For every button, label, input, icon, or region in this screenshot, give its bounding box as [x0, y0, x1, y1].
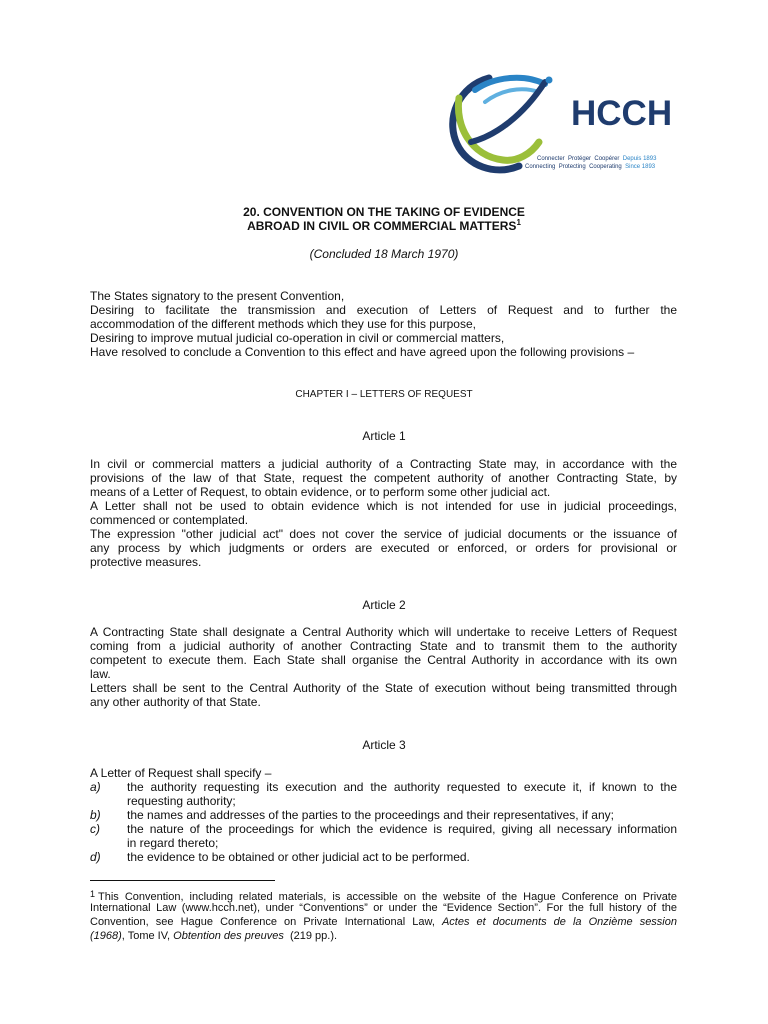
- list-item-label: a): [90, 780, 101, 794]
- footnote-line: Convention, see Hague Conference on Private International Law, Actes et documents de la Onzième session: [90, 916, 677, 928]
- list-item-line: requesting authority;: [127, 794, 236, 808]
- article-line: law.: [90, 667, 111, 681]
- document-title-line-1: 20. CONVENTION ON THE TAKING OF EVIDENCE: [243, 205, 525, 219]
- preamble-line: Desiring to facilitate the transmission and execution of Letters of Request and to further the: [90, 303, 677, 317]
- article-line: any process by which judgments or orders are executed or enforced, or orders for provisional or: [90, 541, 677, 555]
- footnote-line: $^1$ This Convention, including related materials, is accessible on the website of the Hague Conference on Private: [90, 889, 677, 903]
- preamble-line: The States signatory to the present Convention,: [90, 289, 345, 303]
- article-3-intro: A Letter of Request shall specify –: [90, 766, 272, 780]
- footnote-reference[interactable]: 1: [516, 218, 521, 227]
- article-2-body: [90, 625, 677, 709]
- footnote-mark: 1: [90, 889, 96, 899]
- article-3-title: Article 3: [362, 738, 406, 752]
- preamble: [90, 289, 677, 359]
- article-1-title: Article 1: [362, 429, 406, 443]
- list-item-line: the evidence to be obtained or other judicial act to be performed.: [127, 850, 470, 864]
- list-item-label: b): [90, 808, 101, 822]
- article-line: coming from a judicial authority of another Contracting State and to transmit them to the authority: [90, 639, 677, 653]
- preamble-line: Desiring to improve mutual judicial co-operation in civil or commercial matters,: [90, 331, 505, 345]
- footnote-line: (1968), Tome IV, Obtention des preuves (219 pp.).: [90, 930, 338, 942]
- list-item-label: c): [90, 822, 100, 836]
- article-1-body: [90, 457, 677, 569]
- logo-tagline-fr: Connecter Protéger Coopérer Depuis 1893: [537, 156, 657, 162]
- list-item-line: the names and addresses of the parties to the proceedings and their representatives, if any;: [127, 808, 614, 822]
- article-2-title: Article 2: [362, 598, 406, 612]
- article-line: any other authority of that State.: [90, 695, 261, 709]
- article-line: A Contracting State shall designate a Central Authority which will undertake to receive Letters of Request: [90, 625, 677, 639]
- footnote-line: International Law (www.hcch.net), under “Conventions” or under the “Evidence Section”. For the full history of the: [90, 902, 677, 914]
- article-line: competent to execute them. Each State shall organise the Central Authority in accordance with its own: [90, 653, 677, 667]
- chapter-heading: CHAPTER I – LETTERS OF REQUEST: [295, 389, 473, 400]
- footnote: [90, 887, 677, 943]
- article-line: means of a Letter of Request, to obtain evidence, or to perform some other judicial act.: [90, 485, 551, 499]
- list-item-line: in regard thereto;: [127, 836, 219, 850]
- article-line: The expression "other judicial act" does not cover the service of judicial documents or the issuance of: [90, 527, 677, 541]
- document-title-line-2: ABROAD IN CIVIL OR COMMERCIAL MATTERS$^1$: [247, 218, 521, 233]
- list-item-label: d): [90, 850, 101, 864]
- article-line: A Letter shall not be used to obtain evidence which is not intended for use in judicial proceedings,: [90, 499, 677, 513]
- footnote-divider: [90, 880, 275, 881]
- concluded-date: (Concluded 18 March 1970): [309, 247, 459, 261]
- list-item-line: the nature of the proceedings for which the evidence is required, giving all necessary information: [127, 822, 677, 836]
- logo-wordmark: HCCH: [571, 94, 673, 133]
- article-line: In civil or commercial matters a judicial authority of a Contracting State may, in accordance with the: [90, 457, 677, 471]
- article-line: protective measures.: [90, 555, 202, 569]
- hcch-logo: [445, 72, 675, 177]
- preamble-line: Have resolved to conclude a Convention to this effect and have agreed upon the following provisions –: [90, 345, 635, 359]
- article-line: commenced or contemplated.: [90, 513, 249, 527]
- list-item-line: the authority requesting its execution and the authority requested to execute it, if known to the: [127, 780, 677, 794]
- preamble-line: accommodation of the different methods which they use for this purpose,: [90, 317, 476, 331]
- article-line: provisions of the law of that State, request the competent authority of another Contracting State, by: [90, 471, 677, 485]
- article-line: Letters shall be sent to the Central Authority of the State of execution without being transmitted through: [90, 681, 677, 695]
- logo-tagline-en: Connecting Protecting Cooperating Since 1893: [525, 164, 656, 170]
